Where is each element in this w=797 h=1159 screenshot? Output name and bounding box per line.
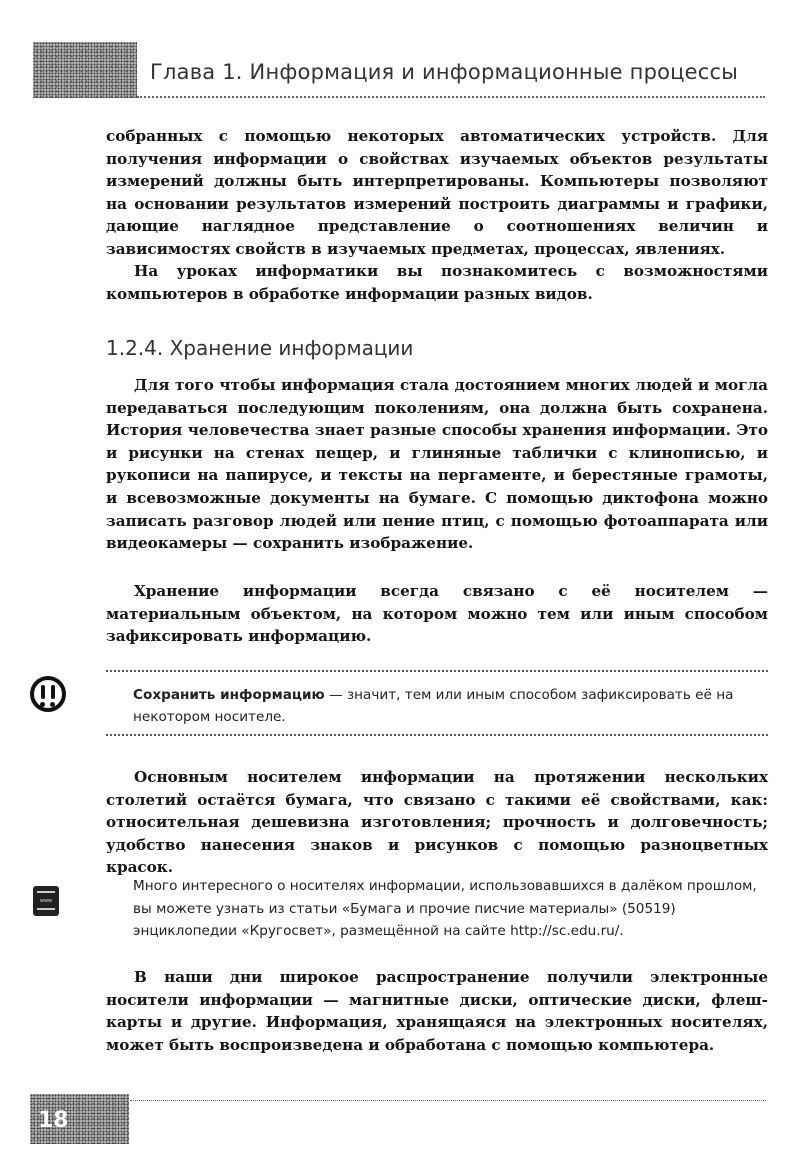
www-resource-icon: www <box>33 886 59 916</box>
definition-text: — значит, тем или иным способом зафиксировать её на некотором носителе. <box>133 687 734 725</box>
paragraph-1: собранных с помощью некоторых автоматических устройств. Для получения информации о свойствах изучаемых объектов результаты измерений должны быть интерпретированы. Компьютеры позволяют на основании результатов измерений построить диаграммы и графики, дающие наглядное представление о соотношениях величин и зависимостях свойств в изучаемых предметах, процессах, явлениях. <box>106 127 768 258</box>
page-number: 18 <box>38 1108 69 1133</box>
chapter-title: Глава 1. Информация и информационные процессы <box>150 60 739 84</box>
header-rule <box>137 96 765 98</box>
definition-term: Сохранить информацию <box>133 687 325 703</box>
header-decoration <box>33 42 137 98</box>
exclamation-circle-icon <box>30 676 66 712</box>
paragraph-6: В наши дни широкое распространение получили электронные носители информации — магнитные диски, оптические диски, флеш-карты и другие. Информация, хранящаяся на электронных носителях, может быть воспроизведена и обработана с помощью компьютера. <box>106 968 768 1054</box>
paragraph-5: Основным носителем информации на протяжении нескольких столетий остаётся бумага, что связано с такими её свойствами, как: относительная дешевизна изготовления; прочность и долговечность; удобство нанесения знаков и рисунков с помощью разноцветных красок. <box>106 768 768 877</box>
definition-box <box>133 684 766 728</box>
paragraph-4: Хранение информации всегда связано с её носителем — материальным объектом, на котором можно тем или иным способом зафиксировать информацию. <box>106 582 768 646</box>
definition-top-rule <box>106 670 768 672</box>
section-heading: 1.2.4. Хранение информации <box>106 336 414 360</box>
paragraph-2: На уроках информатики вы познакомитесь с возможностями компьютеров в обработке информации разных видов. <box>106 262 768 303</box>
footer-rule <box>130 1100 766 1101</box>
web-resource-note: Много интересного о носителях информации, использовавшихся в далёком прошлом, вы можете узнать из статьи «Бумага и прочие писчие материалы» (50519) энциклопедии «Кругосвет», размещённой на сайте http://sc.edu.ru/. <box>133 878 757 939</box>
paragraph-3: Для того чтобы информация стала достоянием многих людей и могла передаваться последующим поколениям, она должна быть сохранена. История человечества знает разные способы хранения информации. Это и рисунки на стенах пещер, и глиняные таблички с клинописью, и рукописи на папирусе, и тексты на пергаменте, и берестяные грамоты, и всевозможные документы на бумаге. С помощью диктофона можно записать разговор людей или пение птиц, с помощью фотоаппарата или видеокамеры — сохранить изображение. <box>106 376 768 553</box>
definition-bottom-rule <box>106 734 768 736</box>
